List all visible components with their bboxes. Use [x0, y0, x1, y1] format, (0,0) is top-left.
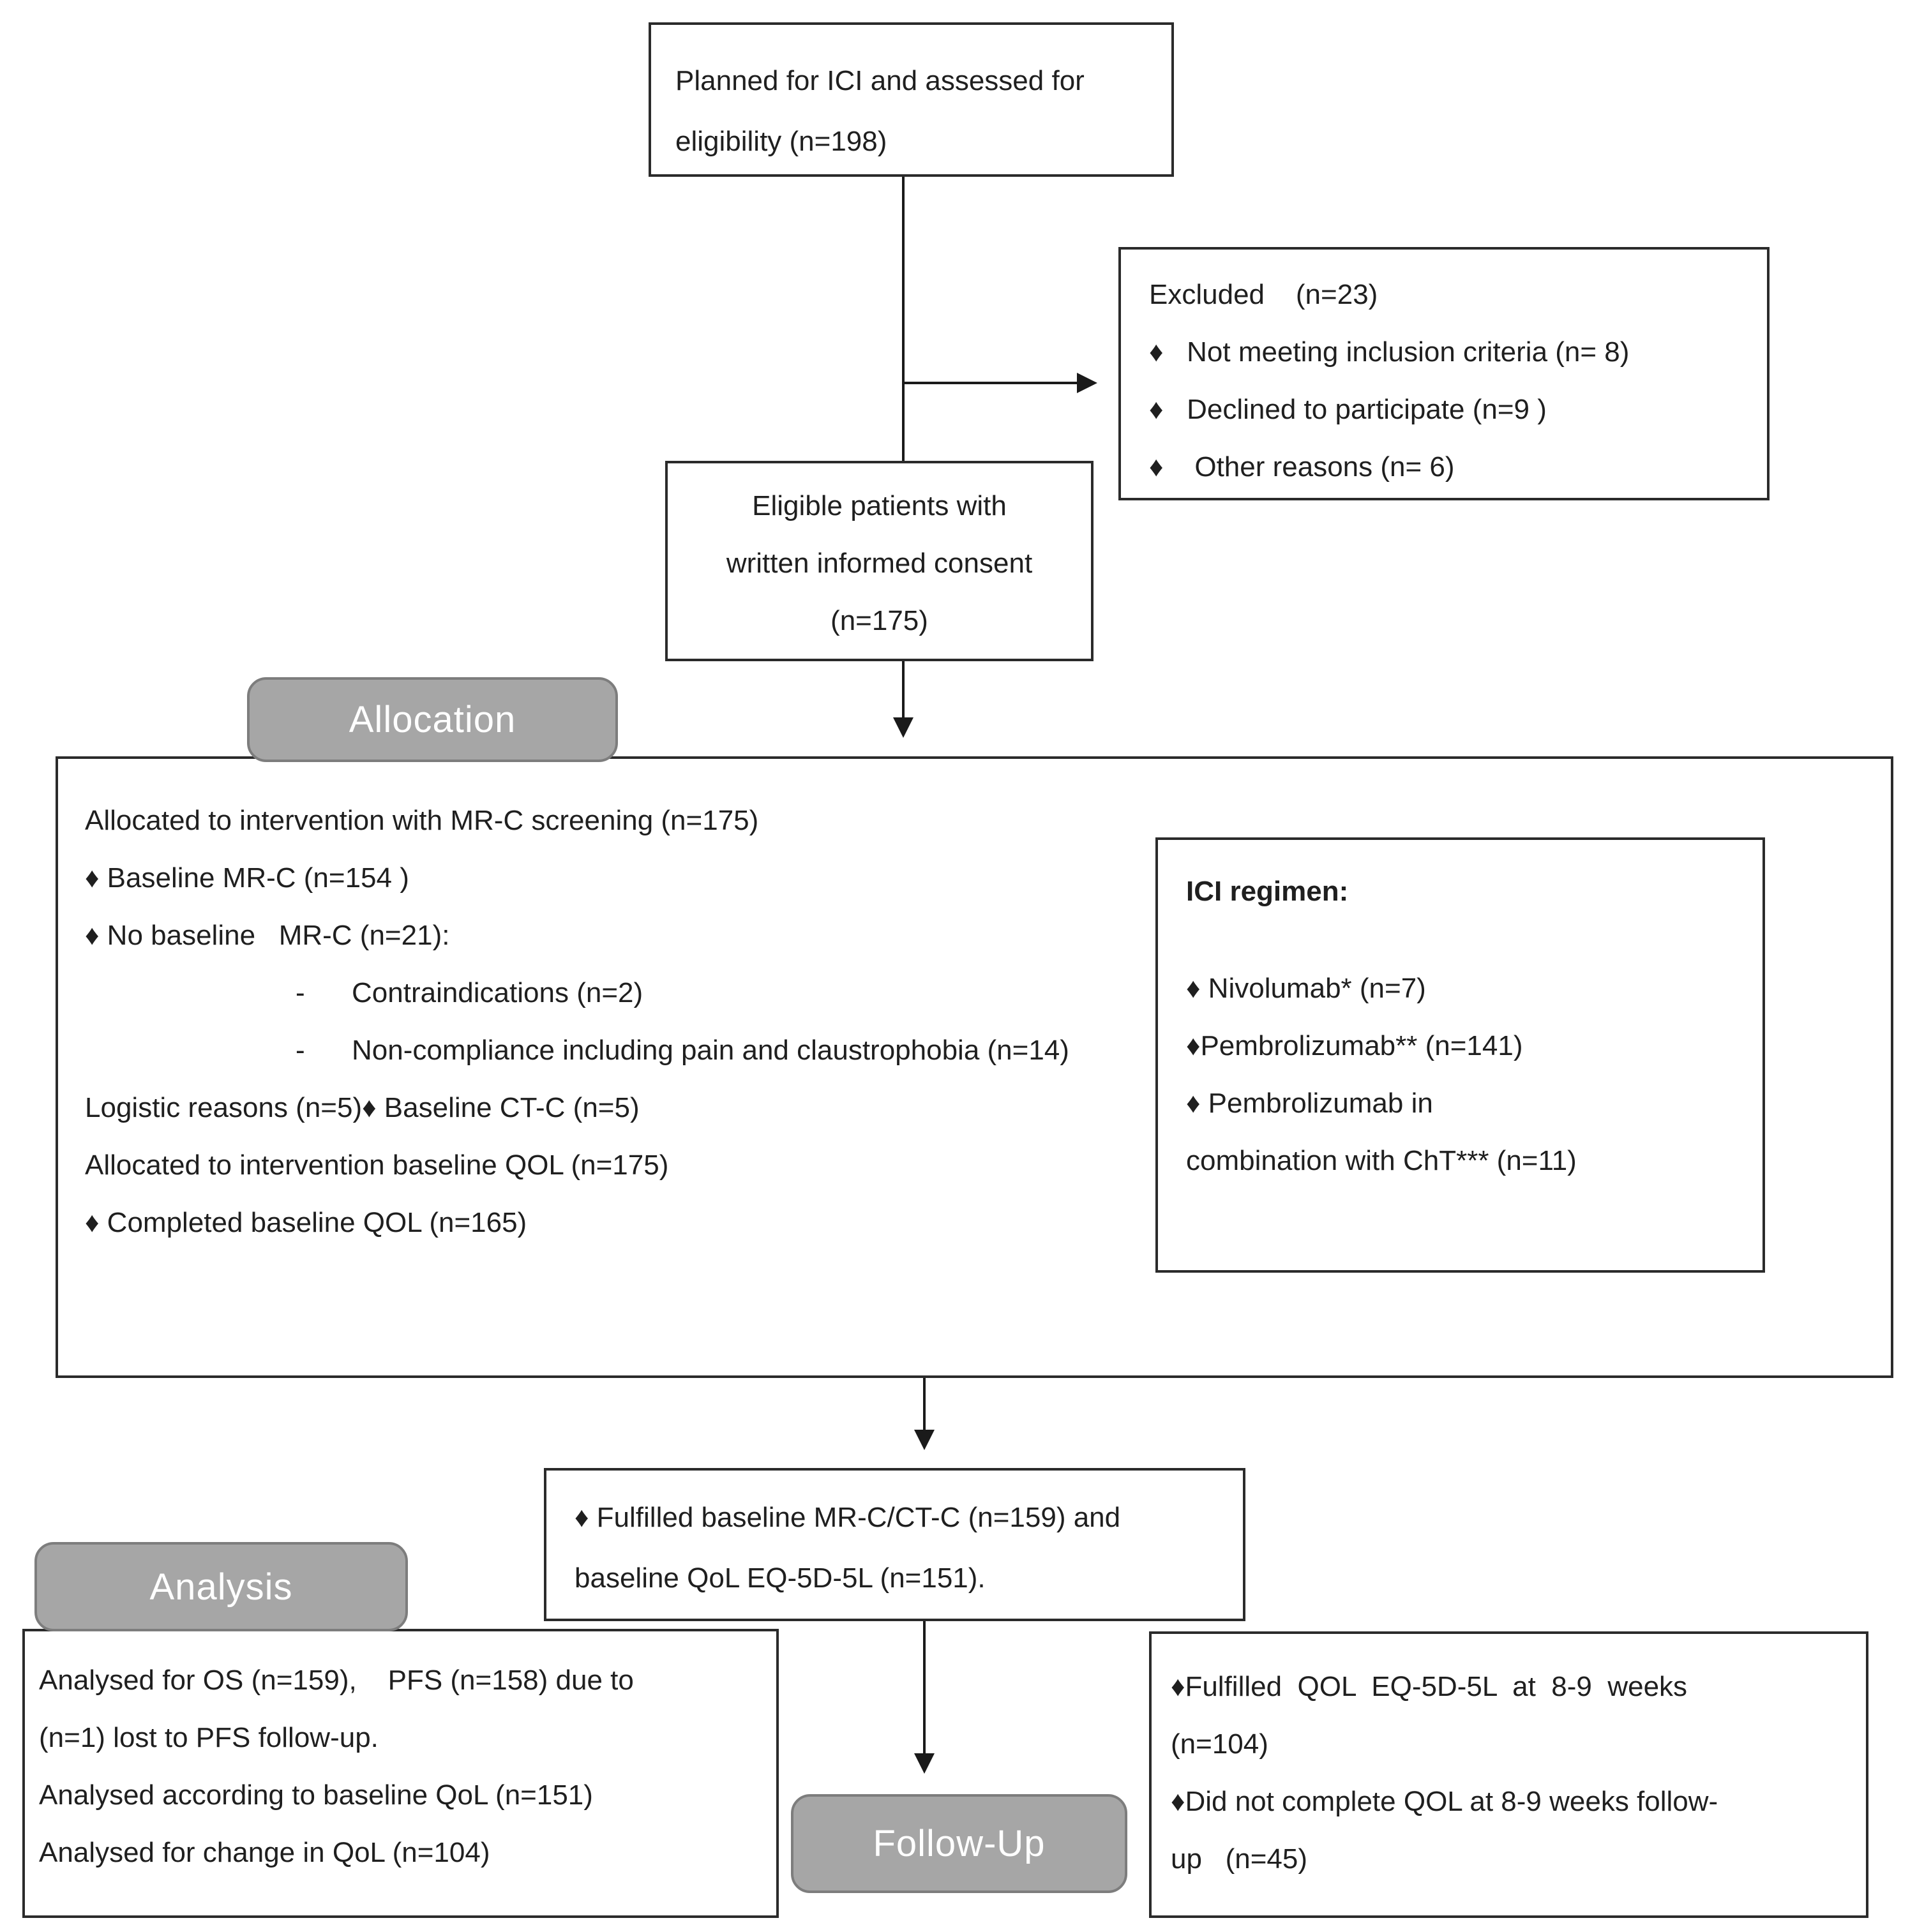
planned-line-2: eligibility (n=198) [675, 126, 887, 157]
excluded-item-2: ♦ Declined to participate (n=9 ) [1149, 394, 1547, 425]
allocation-line-3: ♦ No baseline MR-C (n=21): [85, 920, 450, 951]
allocation-line-8: ♦ Completed baseline QOL (n=165) [85, 1207, 527, 1238]
planned-eligibility-box [649, 22, 1174, 177]
allocation-line-5: - Non-compliance including pain and claustrophobia (n=14) [296, 1035, 1069, 1066]
allocation-line-6: Logistic reasons (n=5)♦ Baseline CT-C (n=5) [85, 1092, 640, 1123]
analysis-line-1: Analysed for OS (n=159), PFS (n=158) due to [39, 1665, 634, 1696]
fulfilled-line-1: ♦ Fulfilled baseline MR-C/CT-C (n=159) and [575, 1502, 1121, 1533]
allocation-line-4: - Contraindications (n=2) [296, 977, 643, 1008]
excluded-item-3: ♦ Other reasons (n= 6) [1149, 451, 1455, 483]
excluded-box [1118, 247, 1770, 500]
followup-line-2: (n=104) [1171, 1728, 1268, 1760]
excluded-title: Excluded (n=23) [1149, 279, 1378, 310]
eligible-line-3: (n=175) [830, 605, 928, 636]
analysis-stage-label: Analysis [34, 1542, 408, 1631]
fulfilled-line-2: baseline QoL EQ-5D-5L (n=151). [575, 1562, 986, 1594]
followup-line-4: up (n=45) [1171, 1843, 1308, 1875]
followup-line-3: ♦Did not complete QOL at 8-9 weeks follow- [1171, 1786, 1718, 1817]
ici-item-1: ♦ Nivolumab* (n=7) [1186, 973, 1426, 1004]
ici-item-3: ♦ Pembrolizumab in [1186, 1088, 1433, 1119]
analysis-line-4: Analysed for change in QoL (n=104) [39, 1837, 490, 1868]
analysis-box [22, 1629, 779, 1918]
planned-line-1: Planned for ICI and assessed for [675, 65, 1085, 96]
eligible-line-1: Eligible patients with [752, 490, 1007, 521]
analysis-line-2: (n=1) lost to PFS follow-up. [39, 1722, 379, 1753]
followup-line-1: ♦Fulfilled QOL EQ-5D-5L at 8-9 weeks [1171, 1671, 1688, 1702]
ici-title: ICI regimen: [1186, 876, 1349, 907]
ici-regimen-box [1155, 837, 1765, 1273]
eligible-consent-box [665, 461, 1094, 661]
allocation-line-2: ♦ Baseline MR-C (n=154 ) [85, 862, 409, 894]
fulfilled-baseline-box [544, 1468, 1245, 1621]
followup-qol-box [1149, 1631, 1868, 1918]
followup-stage-label: Follow-Up [791, 1794, 1127, 1893]
allocation-line-1: Allocated to intervention with MR-C screening (n=175) [85, 805, 759, 836]
analysis-line-3: Analysed according to baseline QoL (n=151) [39, 1779, 593, 1811]
allocation-stage-label: Allocation [247, 677, 618, 762]
allocation-line-7: Allocated to intervention baseline QOL (n=175) [85, 1149, 669, 1181]
ici-item-2: ♦Pembrolizumab** (n=141) [1186, 1030, 1523, 1061]
excluded-item-1: ♦ Not meeting inclusion criteria (n= 8) [1149, 336, 1630, 368]
ici-item-3-cont: combination with ChT*** (n=11) [1186, 1145, 1577, 1176]
eligible-line-2: written informed consent [726, 548, 1033, 579]
